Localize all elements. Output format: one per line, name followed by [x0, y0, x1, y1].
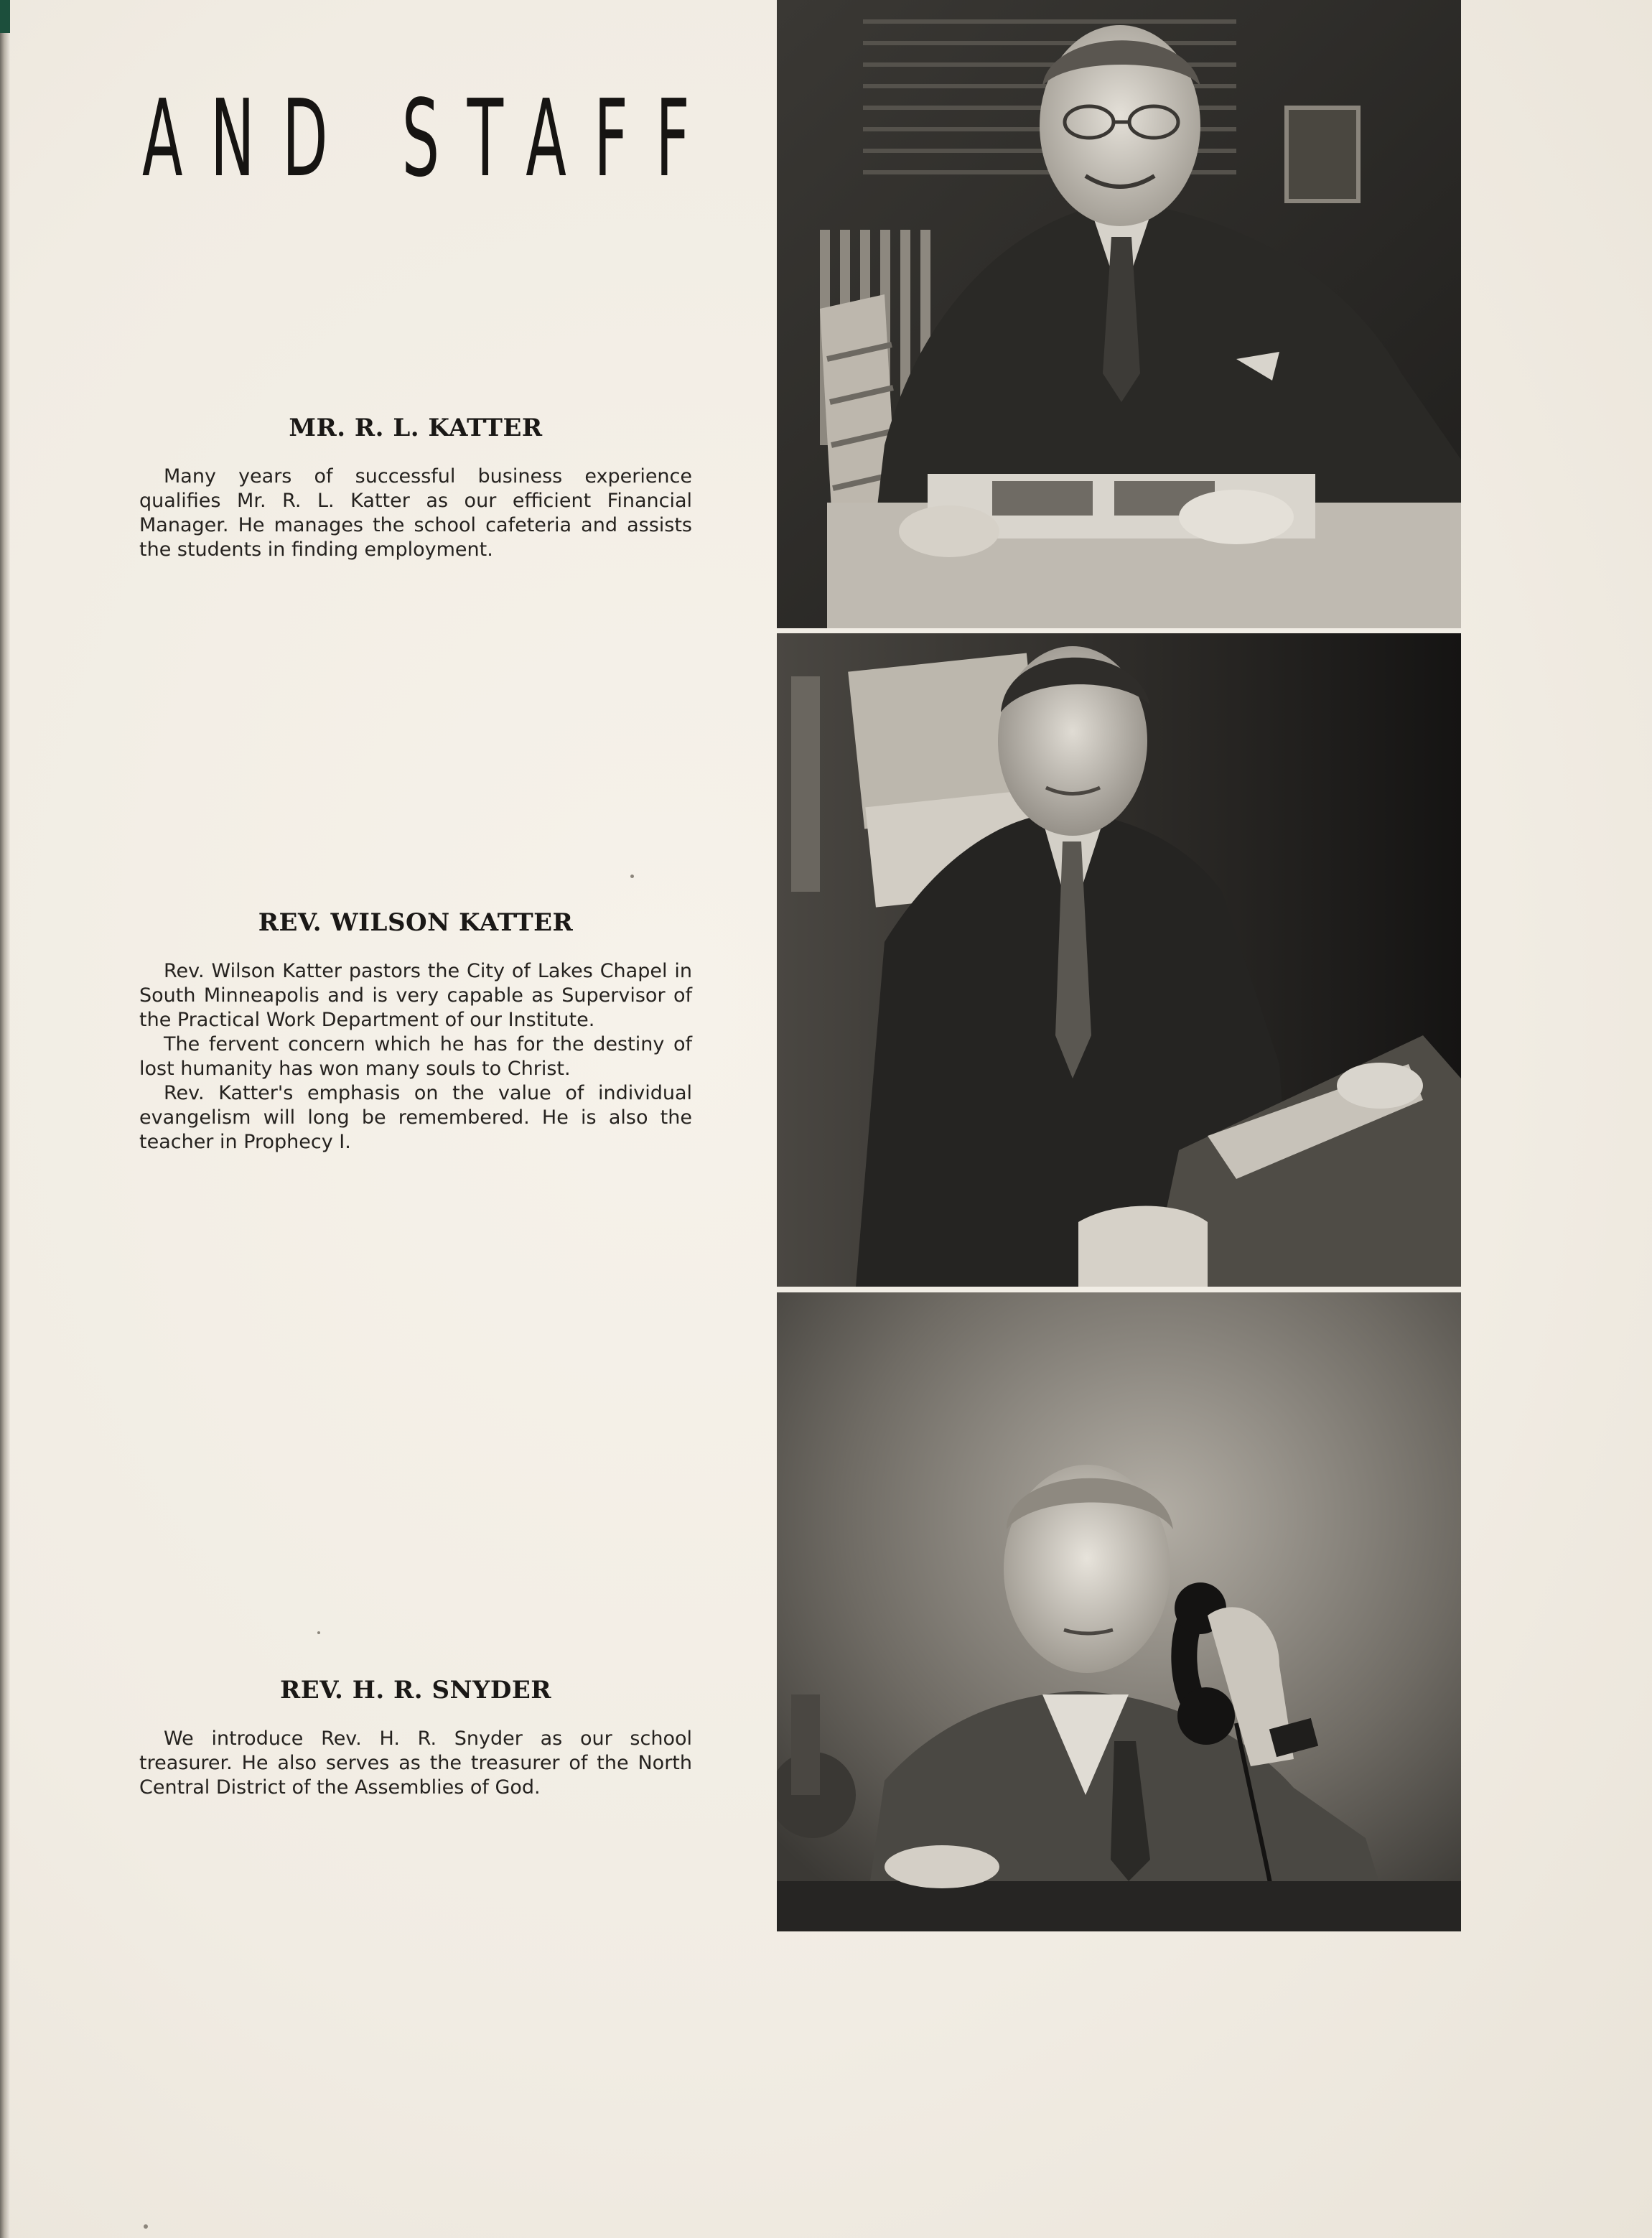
staff-bio — [139, 465, 692, 562]
bio-paragraph: Rev. Katter's emphasis on the value of individual evangelism will long be remembered. He is also the teacher in Prophecy I. — [139, 1082, 692, 1153]
staff-name: REV. WILSON KATTER — [258, 908, 574, 937]
staff-bio — [139, 1727, 692, 1800]
staff-name: MR. R. L. KATTER — [289, 414, 543, 442]
staff-bio — [139, 959, 692, 1155]
bio-paragraph: The fervent concern which he has for the destiny of lost humanity has won many souls to Christ. — [139, 1033, 692, 1080]
bio-paragraph: We introduce Rev. H. R. Snyder as our school treasurer. He also serves as the treasurer of the North Central District of the Assemblies of God. — [139, 1728, 692, 1799]
photo-divider — [777, 1287, 1461, 1292]
page-binding-edge — [0, 0, 10, 2238]
portrait-photo-hr-snyder — [777, 1292, 1461, 1931]
paper-speck — [144, 2224, 148, 2229]
staff-entry-rl-katter — [139, 413, 692, 562]
staff-name: REV. H. R. SNYDER — [279, 1676, 552, 1705]
bio-paragraph: Rev. Wilson Katter pastors the City of Lakes Chapel in South Minneapolis and is very capable as Supervisor of the Practical Work Department of our Institute. — [139, 960, 692, 1031]
portrait-photo-wilson-katter — [777, 633, 1461, 1287]
paper-speck — [317, 1631, 320, 1634]
photo-column — [777, 0, 1461, 1931]
portrait-image — [777, 1292, 1461, 1931]
portrait-photo-rl-katter — [777, 0, 1461, 628]
binding-corner-mark — [0, 0, 10, 33]
paper-speck — [630, 875, 634, 878]
bio-paragraph: Many years of successful business experience qualifies Mr. R. L. Katter as our efficient Financial Manager. He manages the school cafeteria and assists the students in finding employment. — [139, 465, 692, 561]
staff-entry-wilson-katter — [139, 908, 692, 1155]
page-title: AND STAFF — [142, 77, 718, 200]
portrait-image — [777, 633, 1461, 1287]
staff-entry-hr-snyder — [139, 1675, 692, 1800]
portrait-image — [777, 0, 1461, 628]
photo-divider — [777, 628, 1461, 633]
